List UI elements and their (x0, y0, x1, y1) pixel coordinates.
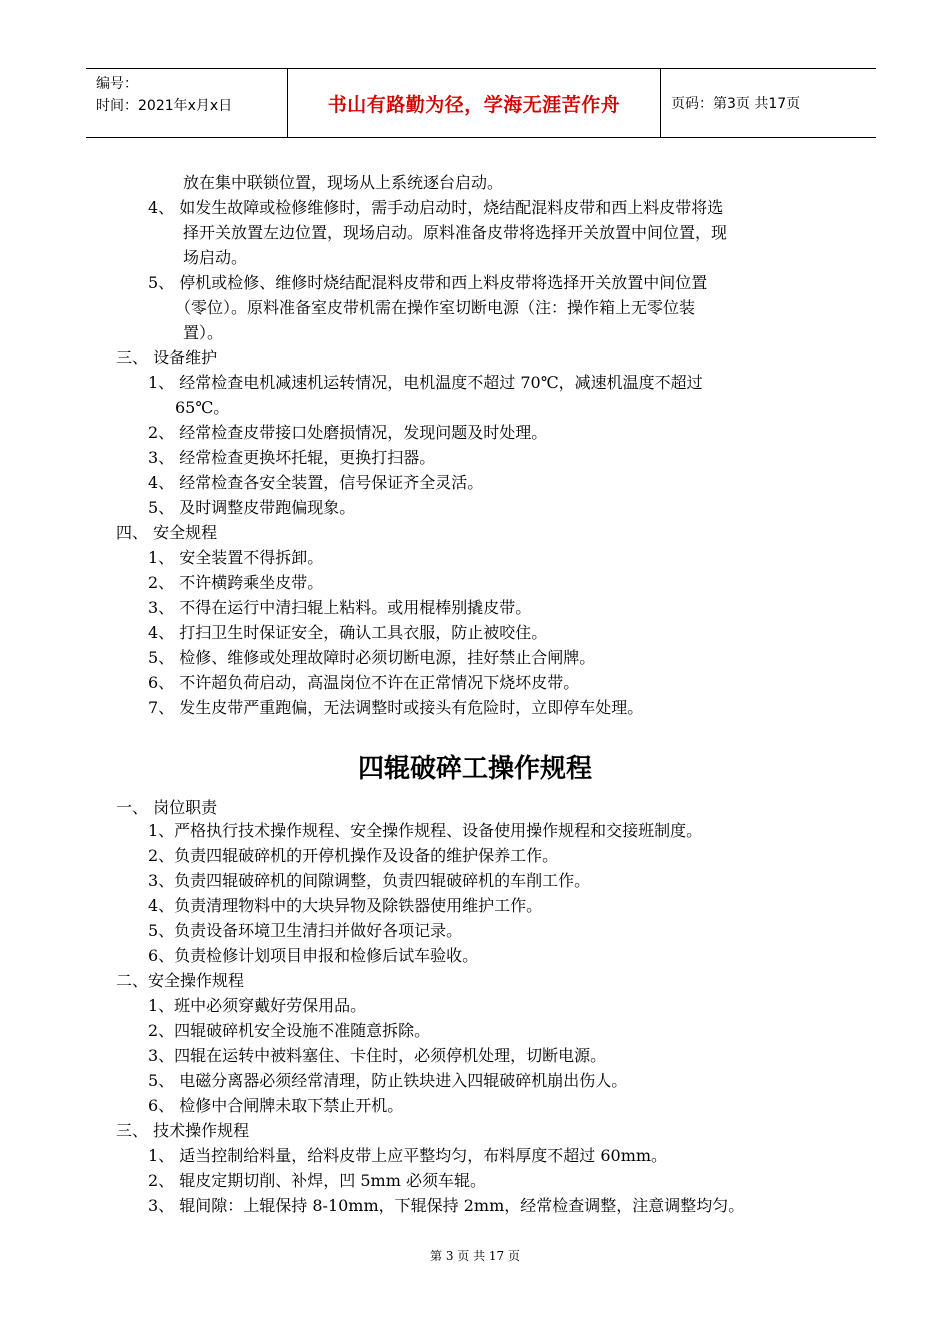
list-item: 6、负责检修计划项目申报和检修后试车验收。 (148, 946, 479, 965)
text-line: 择开关放置左边位置，现场启动。原料准备皮带将选择开关放置中间位置，现 (183, 223, 728, 242)
list-item: 4、 如发生故障或检修维修时，需手动启动时，烧结配混料皮带和西上料皮带将选 (148, 198, 724, 217)
list-item: 5、负责设备环境卫生清扫并做好各项记录。 (148, 921, 463, 940)
list-item: 5、 及时调整皮带跑偏现象。 (148, 498, 356, 517)
list-item: 1、 经常检查电机减速机运转情况，电机温度不超过 70℃，减速机温度不超过 (148, 373, 703, 392)
list-item: 3、 不得在运行中清扫辊上粘料。或用棍棒别撬皮带。 (148, 598, 532, 617)
list-item: 3、 辊间隙：上辊保持 8-10mm，下辊保持 2mm，经常检查调整，注意调整均匀。 (148, 1196, 745, 1215)
list-item: 5、 电磁分离器必须经常清理，防止铁块进入四辊破碎机崩出伤人。 (148, 1071, 628, 1090)
section-heading: 一、 岗位职责 (116, 798, 218, 817)
text-line: 65℃。 (175, 398, 230, 417)
section-heading: 四、 安全规程 (116, 523, 218, 542)
page-footer: 第 3 页 共 17 页 (430, 1249, 520, 1263)
page-header (86, 68, 876, 138)
list-item: 4、 打扫卫生时保证安全，确认工具衣服，防止被咬住。 (148, 623, 548, 642)
list-item: 1、严格执行技术操作规程、安全操作规程、设备使用操作规程和交接班制度。 (148, 821, 703, 840)
header-number: 编号： (96, 76, 138, 92)
list-item: 2、 不许横跨乘坐皮带。 (148, 573, 324, 592)
section-heading: 三、 技术操作规程 (116, 1121, 250, 1140)
header-info-cell (86, 69, 288, 137)
list-item: 3、 经常检查更换坏托辊，更换打扫器。 (148, 448, 436, 467)
list-item: 1、 适当控制给料量，给料皮带上应平整均匀，布料厚度不超过 60mm。 (148, 1146, 668, 1165)
section-heading: 二、安全操作规程 (116, 971, 245, 990)
header-time: 时间：2021年x月x日 (96, 98, 233, 114)
list-item: 5、 检修、维修或处理故障时必须切断电源，挂好禁止合闸牌。 (148, 648, 596, 667)
list-item: 7、 发生皮带严重跑偏，无法调整时或接头有危险时，立即停车处理。 (148, 698, 644, 717)
text-line: （零位）。原料准备室皮带机需在操作室切断电源（注：操作箱上无零位装 (175, 298, 696, 317)
list-item: 6、 不许超负荷启动，高温岗位不许在正常情况下烧坏皮带。 (148, 673, 580, 692)
header-motto: 书山有路勤为径，学海无涯苦作舟 (288, 69, 661, 137)
list-item: 3、负责四辊破碎机的间隙调整，负责四辊破碎机的车削工作。 (148, 871, 591, 890)
list-item: 2、四辊破碎机安全设施不准随意拆除。 (148, 1021, 431, 1040)
text-line: 场启动。 (183, 248, 248, 267)
document-title: 四辊破碎工操作规程 (357, 754, 592, 784)
list-item: 1、班中必须穿戴好劳保用品。 (148, 996, 367, 1015)
list-item: 4、负责清理物料中的大块异物及除铁器使用维护工作。 (148, 896, 543, 915)
list-item: 5、 停机或检修、维修时烧结配混料皮带和西上料皮带将选择开关放置中间位置 (148, 273, 708, 292)
list-item: 3、四辊在运转中被料塞住、卡住时，必须停机处理，切断电源。 (148, 1046, 607, 1065)
header-page-number: 页码：第3页 共17页 (671, 96, 801, 112)
list-item: 1、 安全装置不得拆卸。 (148, 548, 324, 567)
list-item: 6、 检修中合闸牌未取下禁止开机。 (148, 1096, 404, 1115)
list-item: 2、 辊皮定期切削、补焊，凹 5mm 必须车辊。 (148, 1171, 486, 1190)
list-item: 2、 经常检查皮带接口处磨损情况，发现问题及时处理。 (148, 423, 548, 442)
text-line: 置）。 (183, 323, 224, 342)
list-item: 2、负责四辊破碎机的开停机操作及设备的维护保养工作。 (148, 846, 559, 865)
text-line: 放在集中联锁位置，现场从上系统逐台启动。 (183, 173, 504, 192)
section-heading: 三、 设备维护 (116, 348, 218, 367)
list-item: 4、 经常检查各安全装置，信号保证齐全灵活。 (148, 473, 484, 492)
